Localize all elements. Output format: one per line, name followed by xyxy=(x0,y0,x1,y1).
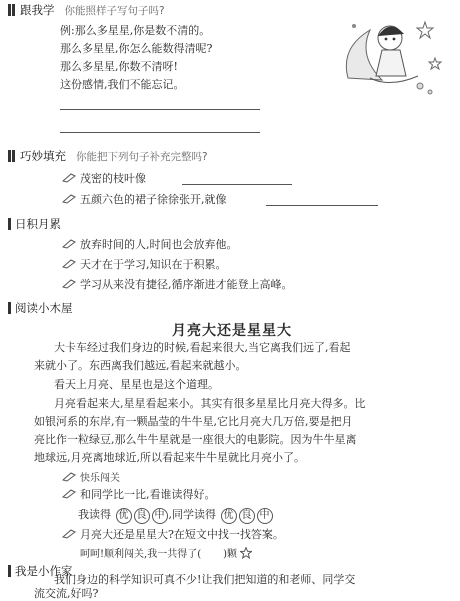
pen-bullet-icon xyxy=(62,279,76,289)
grade-self-label: 我读得 xyxy=(78,508,111,521)
paragraph-1-line-2: 来就小了。东西离我们越远,看起来就越小。 xyxy=(34,359,247,372)
saying-text: 学习从来没有捷径,循序渐进才能登上高峰。 xyxy=(80,278,293,291)
example-line-3: 那么多星星,你数不清呀! xyxy=(60,60,178,73)
peer-grade-excellent-option[interactable]: 优 xyxy=(221,508,237,524)
challenge-q1-text: 和同学比一比,看谁读得好。 xyxy=(80,488,216,501)
grade-fair-option[interactable]: 中 xyxy=(152,508,168,524)
pen-bullet-icon xyxy=(62,489,76,499)
girl-on-moon-illustration xyxy=(330,8,450,98)
section-ri-ji-header xyxy=(8,216,61,232)
score-prefix: 呵呵!顺利闯关,我一共得了( xyxy=(80,549,202,560)
peer-grade-good-option[interactable]: 良 xyxy=(239,508,255,524)
section-marker-icon xyxy=(8,150,11,162)
example-line-2: 那么多星星,你怎么能数得清呢? xyxy=(60,42,213,55)
writer-line-2: 流交流,好吗? xyxy=(34,587,99,600)
example-line-4: 这份感情,我们不能忘记。 xyxy=(60,78,185,91)
section-hint: 你能把下列句子补充完整吗? xyxy=(76,151,208,163)
grade-excellent-option[interactable]: 优 xyxy=(116,508,132,524)
grade-peer-label: ,同学读得 xyxy=(168,508,216,521)
pen-bullet-icon xyxy=(62,259,76,269)
section-marker-icon xyxy=(8,565,11,577)
paragraph-3-line-3: 亮比作一粒绿豆,那么牛牛星就是一座很大的电影院。因为牛牛星离 xyxy=(34,433,357,446)
grade-line xyxy=(78,508,274,524)
challenge-q2 xyxy=(62,528,284,542)
section-marker-icon xyxy=(8,302,11,314)
grade-good-option[interactable]: 良 xyxy=(134,508,150,524)
paragraph-3-line-1: 月亮看起来大,星星看起来小。其实有很多星星比月亮大得多。比 xyxy=(54,397,366,410)
score-line xyxy=(80,547,252,562)
paragraph-2-line-1: 看天上月亮、星星也是这个道理。 xyxy=(54,378,219,391)
section-title: 日积月累 xyxy=(15,217,61,231)
happy-challenge-header xyxy=(62,469,120,484)
section-gen-wo-xue-header xyxy=(8,2,165,18)
writer-line-1: 我们身边的科学知识可真不少!让我们把知道的和老师、同学交 xyxy=(54,573,356,586)
section-title: 我是小作家 xyxy=(15,564,73,578)
section-title: 巧妙填充 xyxy=(20,149,66,163)
pen-bullet-icon xyxy=(62,194,76,204)
fill-blank-line[interactable] xyxy=(266,205,378,206)
section-qiao-miao-header xyxy=(8,148,208,164)
score-suffix: )颗 xyxy=(223,549,238,560)
saying-2 xyxy=(62,258,227,272)
section-yue-du-header xyxy=(8,300,73,316)
saying-text: 放弃时间的人,时间也会放弃他。 xyxy=(80,238,238,251)
example-line-1: 例:那么多星星,你是数不清的。 xyxy=(60,24,211,37)
section-hint: 你能照样子写句子吗? xyxy=(64,5,165,17)
challenge-q2-text: 月亮大还是星星大?在短文中找一找答案。 xyxy=(80,528,284,541)
saying-3 xyxy=(62,278,293,292)
pen-bullet-icon xyxy=(62,472,76,482)
paragraph-1-line-1: 大卡车经过我们身边的时候,看起来很大,当它离我们远了,看起 xyxy=(54,341,351,354)
section-title: 跟我学 xyxy=(20,3,55,17)
answer-line[interactable] xyxy=(60,109,260,110)
fill-item-2 xyxy=(62,193,227,207)
pen-bullet-icon xyxy=(62,173,76,183)
fill-blank-line[interactable] xyxy=(182,184,292,185)
paragraph-3-line-2: 如银河系的东岸,有一颗晶莹的牛牛星,它比月亮大几万倍,要是把月 xyxy=(34,415,353,428)
fill-item-1 xyxy=(62,172,146,186)
star-icon xyxy=(240,547,252,559)
fill-item-text: 茂密的枝叶像 xyxy=(80,172,146,185)
answer-line[interactable] xyxy=(60,132,260,133)
paragraph-3-line-4: 地球远,月亮离地球近,所以看起来牛牛星就比月亮小了。 xyxy=(34,451,305,464)
section-title: 阅读小木屋 xyxy=(15,301,73,315)
saying-1 xyxy=(62,238,238,252)
pen-bullet-icon xyxy=(62,529,76,539)
fill-item-text: 五颜六色的裙子徐徐张开,就像 xyxy=(80,193,227,206)
article-title: 月亮大还是星星大 xyxy=(172,323,292,339)
section-marker-icon xyxy=(8,218,11,230)
happy-challenge-title: 快乐闯关 xyxy=(80,473,120,484)
section-marker-icon xyxy=(8,4,11,16)
saying-text: 天才在于学习,知识在于积累。 xyxy=(80,258,227,271)
challenge-q1 xyxy=(62,488,216,502)
pen-bullet-icon xyxy=(62,239,76,249)
peer-grade-fair-option[interactable]: 中 xyxy=(257,508,273,524)
